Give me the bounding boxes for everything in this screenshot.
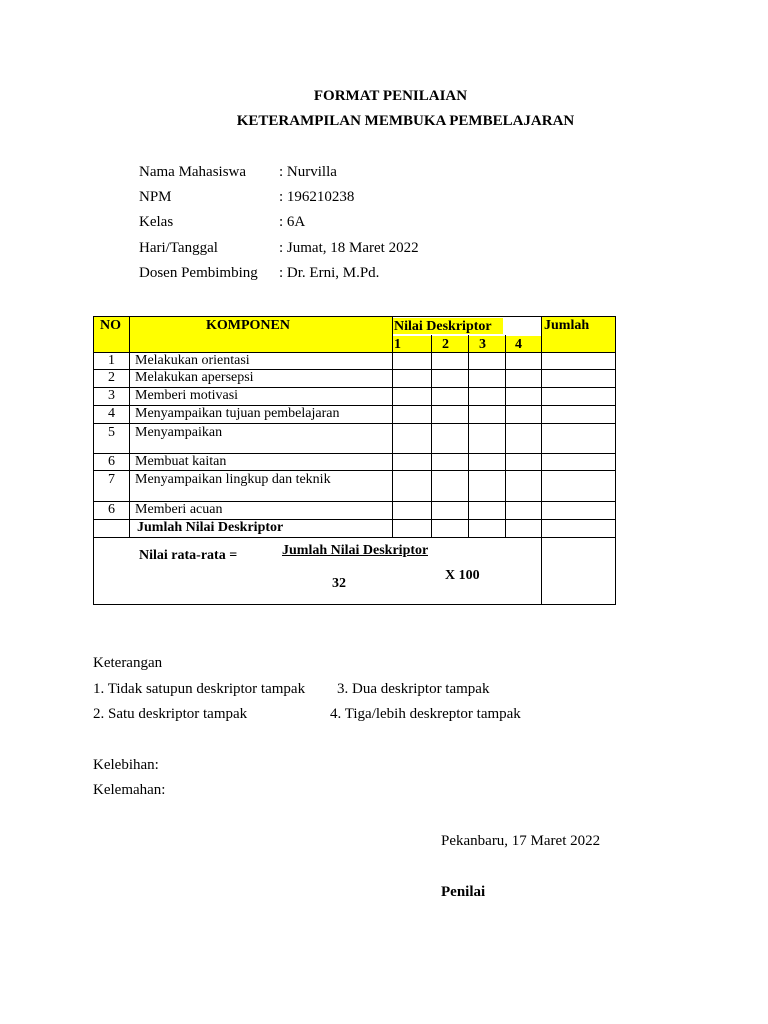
legend-heading: Keterangan	[93, 655, 163, 671]
header-jumlah: Jumlah	[544, 318, 590, 333]
row-no: 2	[108, 370, 115, 385]
row-no: 4	[108, 406, 115, 421]
legend-item: 2. Satu deskriptor tampak	[93, 706, 248, 722]
average-numerator: Jumlah Nilai Deskriptor	[282, 543, 429, 558]
row-no: 7	[108, 472, 115, 487]
document-subtitle: KETERAMPILAN MEMBUKA PEMBELAJARAN	[236, 113, 575, 129]
row-komponen: Melakukan apersepsi	[135, 370, 254, 385]
average-denominator: 32	[332, 576, 346, 591]
row-komponen: Melakukan orientasi	[135, 353, 250, 368]
average-multiplier: X 100	[445, 568, 480, 583]
info-label-tanggal: Hari/Tanggal	[139, 240, 218, 256]
legend-item: 4. Tiga/lebih deskreptor tampak	[330, 706, 521, 722]
score-header-2: 2	[442, 337, 449, 352]
info-label-npm: NPM	[139, 189, 172, 205]
row-komponen: Memberi acuan	[135, 502, 223, 517]
info-label-nama: Nama Mahasiswa	[139, 164, 247, 180]
kelebihan-label: Kelebihan:	[93, 757, 159, 773]
kelemahan-label: Kelemahan:	[93, 782, 166, 798]
place-date: Pekanbaru, 17 Maret 2022	[441, 833, 601, 849]
header-no: NO	[100, 318, 121, 333]
header-nilai-deskriptor: Nilai Deskriptor	[394, 319, 492, 334]
row-no: 1	[108, 353, 115, 368]
row-no: 6	[108, 454, 115, 469]
row-no: 3	[108, 388, 115, 403]
info-label-dosen: Dosen Pembimbing	[139, 265, 258, 281]
row-no: 5	[108, 425, 115, 440]
info-value-tanggal: : Jumat, 18 Maret 2022	[279, 240, 419, 256]
info-value-dosen: : Dr. Erni, M.Pd.	[279, 265, 380, 281]
score-header-1: 1	[394, 337, 401, 352]
row-komponen: Memberi motivasi	[135, 388, 239, 403]
info-value-npm: : 196210238	[279, 189, 355, 205]
row-komponen: Menyampaikan lingkup dan teknik	[135, 472, 331, 487]
row-komponen: Menyampaikan	[135, 425, 223, 440]
info-value-kelas: : 6A	[279, 214, 306, 230]
header-komponen: KOMPONEN	[206, 318, 290, 333]
sum-label: Jumlah Nilai Deskriptor	[137, 520, 284, 535]
document-title: FORMAT PENILAIAN	[313, 88, 468, 104]
info-value-nama: : Nurvilla	[279, 164, 337, 180]
score-header-3: 3	[479, 337, 486, 352]
row-komponen: Membuat kaitan	[135, 454, 227, 469]
signer-label: Penilai	[441, 884, 486, 900]
score-header-4: 4	[515, 337, 522, 352]
legend-item: 1. Tidak satupun deskriptor tampak	[93, 681, 306, 697]
row-no: 6	[108, 502, 115, 517]
row-komponen: Menyampaikan tujuan pembelajaran	[135, 406, 340, 421]
info-label-kelas: Kelas	[139, 214, 174, 230]
average-label: Nilai rata-rata =	[139, 548, 238, 563]
legend-item: 3. Dua deskriptor tampak	[337, 681, 490, 697]
